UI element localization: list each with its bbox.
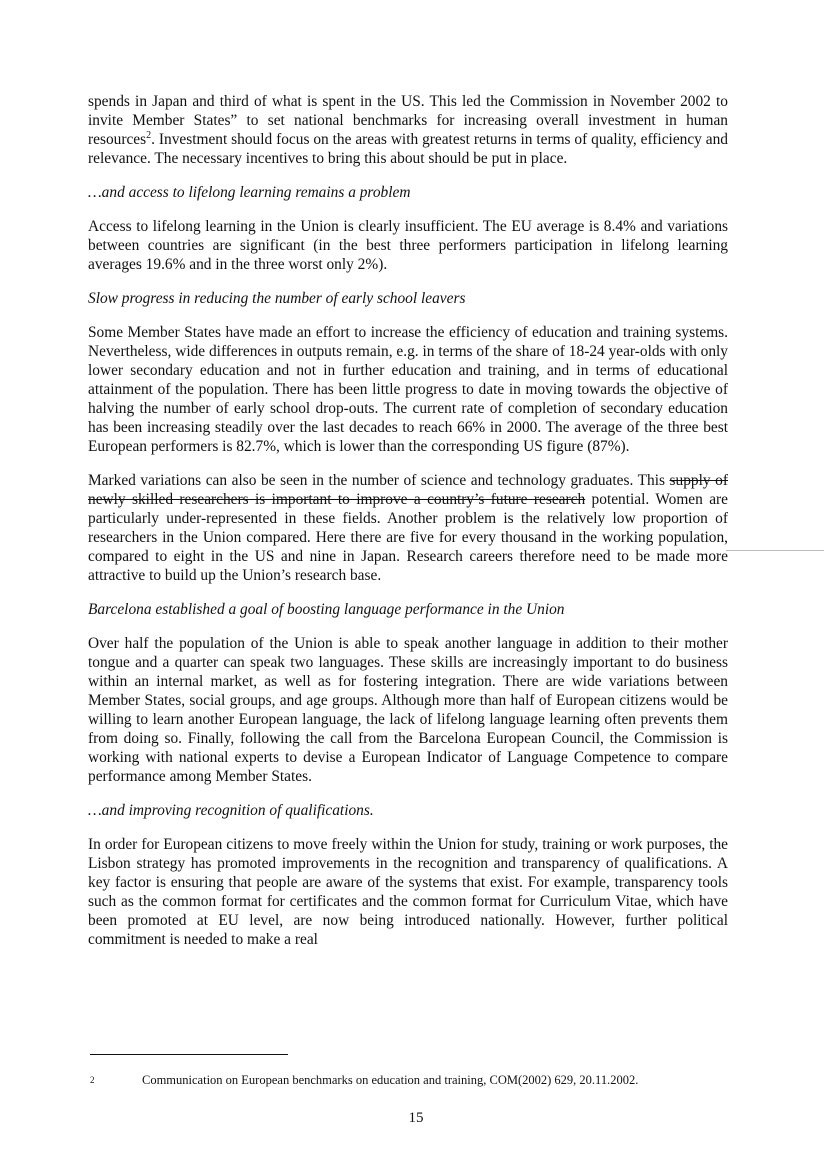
footnote-reference[interactable]: 2 [146,129,152,141]
paragraph-early-school-leavers: Some Member States have made an effort to increase the efficiency of education and training systems. Nevertheless, wide differences in outputs remain, e.g. in terms of the share of 18-24 year-olds with only lower secondary education and not in further education and training, and in terms of educational attainment of the population. There has been little progress to date in moving towards the objective of halving the number of early school drop-outs. The current rate of completion of secondary education has been increasing steadily over the last decades to reach 66% in 2000. The average of the three best European performers is 82.7%, which is lower than the corresponding US figure (87%). [88,324,728,455]
paragraph-text: . Investment should focus on the areas with greatest returns in terms of quality, efficiency and relevance. The necessary incentives to bring this about should be put in place. [88,131,728,167]
paragraph-investment [88,92,728,168]
section-heading-language-performance: Barcelona established a goal of boosting language performance in the Union [88,601,565,618]
footnote-number: 2 [90,1075,95,1085]
paragraph-text: potential. Women are particularly under-represented in these fields. Another problem is the relatively low proportion of researchers in the Union compared. Here there are five for every thousand in the working population, compared to eight in the US and nine in Japan. Research careers therefore need to be made more attractive to build up the Union’s research base. [88,491,729,584]
paragraph-lifelong-learning: Access to lifelong learning in the Union is clearly insufficient. The EU average is 8.4% and variations between countries are significant (in the best three performers participation in lifelong learning averages 19.6% and in the three worst only 2%). [88,218,728,273]
paragraph-language-performance: Over half the population of the Union is able to speak another language in addition to their mother tongue and a quarter can speak two languages. These skills are increasingly important to do business within an internal market, as well as for fostering integration. There are wide variations between Member States, social groups, and age groups. Although more than half of European citizens would be willing to learn another European language, the lack of lifelong language learning often prevents them from doing so. Finally, following the call from the Barcelona European Council, the Commission is working with national experts to devise a European Indicator of Language Competence to compare performance among Member States. [88,635,728,785]
paragraph-qualifications: In order for European citizens to move freely within the Union for study, training or work purposes, the Lisbon strategy has promoted improvements in the recognition and transparency of qualifications. A key factor is ensuring that people are aware of the systems that exist. For example, transparency tools such as the common format for certificates and the common format for Curriculum Vitae, which have been promoted at EU level, are now being introduced nationally. However, further political commitment is needed to make a real [88,836,728,948]
footnote-text: Communication on European benchmarks on education and training, COM(2002) 629, 20.11.2002. [142,1073,639,1087]
paragraph-text: spends in Japan and third of what is spent in the US. This led the Commission in November 2002 to invite Member States” to set national benchmarks for increasing overall investment in human resources [88,93,728,148]
footnote-separator [90,1054,288,1055]
page-body [88,92,728,964]
paragraph-text: Marked variations can also be seen in the number of science and technology graduates. This [88,472,665,489]
section-heading-lifelong-learning: …and access to lifelong learning remains a problem [88,184,411,201]
section-heading-early-school-leavers: Slow progress in reducing the number of early school leavers [88,290,466,307]
struck-through-text: supply of newly skilled researchers is important to improve a country’s future research [88,472,728,508]
footnote [90,1072,740,1088]
section-heading-qualifications: …and improving recognition of qualifications. [88,802,374,819]
paragraph-science-graduates [88,471,728,585]
page-number: 15 [408,1110,424,1126]
revision-mark-line [726,550,824,551]
